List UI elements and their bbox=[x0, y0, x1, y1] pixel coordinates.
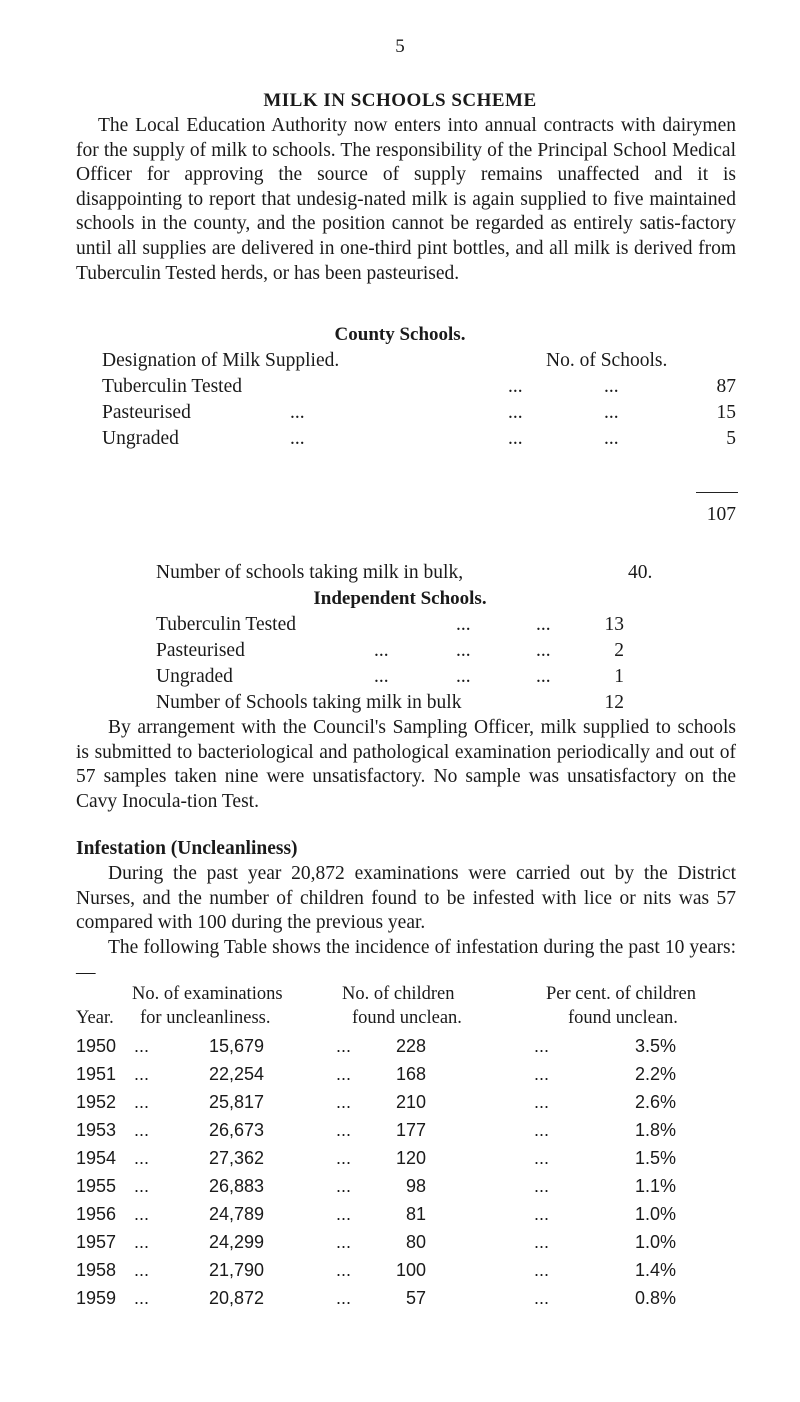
cell-year: 1953 bbox=[76, 1120, 117, 1140]
header-children-line2: found unclean. bbox=[352, 1008, 462, 1028]
leader-dots: ... bbox=[336, 1120, 352, 1140]
county-row-label: Tuberculin Tested bbox=[102, 376, 243, 397]
cell-exams: 25,817 bbox=[208, 1092, 264, 1112]
cell-exams: 27,362 bbox=[208, 1148, 264, 1168]
table-row bbox=[0, 1036, 800, 1064]
table-row bbox=[0, 1148, 800, 1176]
cell-children: 100 bbox=[395, 1260, 426, 1280]
cell-percent: 1.0% bbox=[634, 1204, 676, 1224]
leader-dots: ... bbox=[290, 402, 305, 423]
cell-children: 228 bbox=[395, 1036, 426, 1056]
cell-percent: 1.1% bbox=[634, 1176, 676, 1196]
cell-children: 81 bbox=[405, 1204, 426, 1224]
independent-row-label: Tuberculin Tested bbox=[156, 614, 297, 635]
leader-dots: ... bbox=[336, 1288, 352, 1308]
independent-bulk-label: Number of Schools taking milk in bulk bbox=[156, 692, 462, 713]
header-percent-line1: Per cent. of children bbox=[546, 984, 696, 1004]
leader-dots: ... bbox=[536, 614, 551, 635]
leader-dots: ... bbox=[134, 1204, 150, 1224]
leader-dots: ... bbox=[534, 1232, 550, 1252]
county-bulk-label: Number of schools taking milk in bulk, bbox=[156, 562, 464, 583]
cell-year: 1957 bbox=[76, 1232, 117, 1252]
leader-dots: ... bbox=[336, 1260, 352, 1280]
table-intro-paragraph: The following Table shows the incidence of infestation during the past 10 years:— bbox=[76, 937, 736, 983]
cell-exams: 24,299 bbox=[208, 1232, 264, 1252]
leader-dots: ... bbox=[134, 1176, 150, 1196]
cell-exams: 26,673 bbox=[208, 1120, 264, 1140]
table-row bbox=[0, 1064, 800, 1092]
cell-year: 1955 bbox=[76, 1176, 117, 1196]
cell-children: 168 bbox=[395, 1064, 426, 1084]
infestation-paragraph: During the past year 20,872 examinations were carried out by the District Nurses, and the number of children found to be infested with lice or nits was 57 compared with 100 during the previous year. bbox=[76, 863, 736, 934]
cell-year: 1951 bbox=[76, 1064, 117, 1084]
cell-children: 210 bbox=[395, 1092, 426, 1112]
leader-dots: ... bbox=[604, 376, 619, 397]
leader-dots: ... bbox=[534, 1120, 550, 1140]
independent-row-value: 1 bbox=[614, 666, 624, 687]
leader-dots: ... bbox=[536, 640, 551, 661]
leader-dots: ... bbox=[336, 1204, 352, 1224]
table-row bbox=[0, 1176, 800, 1204]
leader-dots: ... bbox=[336, 1064, 352, 1084]
leader-dots: ... bbox=[134, 1148, 150, 1168]
leader-dots: ... bbox=[336, 1036, 352, 1056]
leader-dots: ... bbox=[534, 1036, 550, 1056]
leader-dots: ... bbox=[534, 1176, 550, 1196]
page-title: MILK IN SCHOOLS SCHEME bbox=[263, 90, 537, 111]
cell-percent: 1.8% bbox=[634, 1120, 676, 1140]
leader-dots: ... bbox=[456, 640, 471, 661]
leader-dots: ... bbox=[336, 1176, 352, 1196]
leader-dots: ... bbox=[534, 1204, 550, 1224]
cell-children: 177 bbox=[395, 1120, 426, 1140]
cell-percent: 1.0% bbox=[634, 1232, 676, 1252]
leader-dots: ... bbox=[508, 428, 523, 449]
leader-dots: ... bbox=[336, 1232, 352, 1252]
cell-year: 1959 bbox=[76, 1288, 117, 1308]
table-row bbox=[0, 1288, 800, 1316]
intro-paragraph: The Local Education Authority now enters into annual contracts with dairymen for the supply of milk to schools. The responsibility of the Principal School Medical Officer for approving the source of supply remains unaffected and it is disappointing to report that undesig-nated milk is again supplied to five maintained schools in the county, and the position cannot be regarded as entirely satis-factory until all supplies are delivered in one-third pint bottles, and all milk is derived from Tuberculin Tested herds, or has been pasteurised. bbox=[76, 115, 736, 284]
county-row-label: Pasteurised bbox=[102, 402, 191, 423]
table-row bbox=[0, 1120, 800, 1148]
cell-year: 1950 bbox=[76, 1036, 117, 1056]
cell-children: 80 bbox=[405, 1232, 426, 1252]
cell-year: 1952 bbox=[76, 1092, 117, 1112]
leader-dots: ... bbox=[134, 1092, 150, 1112]
leader-dots: ... bbox=[134, 1288, 150, 1308]
cell-percent: 1.4% bbox=[634, 1260, 676, 1280]
header-percent-line2: found unclean. bbox=[568, 1008, 678, 1028]
leader-dots: ... bbox=[508, 376, 523, 397]
header-exams-line1: No. of examinations bbox=[132, 984, 283, 1004]
leader-dots: ... bbox=[604, 402, 619, 423]
leader-dots: ... bbox=[134, 1260, 150, 1280]
leader-dots: ... bbox=[534, 1148, 550, 1168]
leader-dots: ... bbox=[456, 666, 471, 687]
leader-dots: ... bbox=[534, 1260, 550, 1280]
leader-dots: ... bbox=[374, 640, 389, 661]
header-exams-line2: for uncleanliness. bbox=[140, 1008, 271, 1028]
county-bulk-value: 40. bbox=[628, 562, 653, 583]
county-total: 107 bbox=[706, 504, 736, 525]
table-row bbox=[0, 1232, 800, 1260]
leader-dots: ... bbox=[336, 1092, 352, 1112]
leader-dots: ... bbox=[134, 1232, 150, 1252]
leader-dots: ... bbox=[604, 428, 619, 449]
county-schools-heading: County Schools. bbox=[334, 324, 466, 345]
infestation-heading: Infestation (Uncleanliness) bbox=[76, 838, 298, 859]
county-row-value: 15 bbox=[716, 402, 736, 423]
leader-dots: ... bbox=[508, 402, 523, 423]
cell-percent: 3.5% bbox=[634, 1036, 676, 1056]
table-row bbox=[0, 1260, 800, 1288]
cell-children: 120 bbox=[395, 1148, 426, 1168]
leader-dots: ... bbox=[134, 1120, 150, 1140]
cell-children: 57 bbox=[405, 1288, 426, 1308]
county-row-value: 87 bbox=[716, 376, 736, 397]
county-row-label: Ungraded bbox=[102, 428, 179, 449]
total-rule bbox=[696, 492, 738, 493]
independent-schools-heading: Independent Schools. bbox=[313, 588, 487, 609]
header-children-line1: No. of children bbox=[342, 984, 455, 1004]
table-row bbox=[0, 1092, 800, 1120]
county-row-value: 5 bbox=[726, 428, 736, 449]
cell-exams: 20,872 bbox=[208, 1288, 264, 1308]
cell-exams: 15,679 bbox=[208, 1036, 264, 1056]
leader-dots: ... bbox=[336, 1148, 352, 1168]
table-row bbox=[0, 1204, 800, 1232]
leader-dots: ... bbox=[374, 666, 389, 687]
cell-percent: 2.6% bbox=[634, 1092, 676, 1112]
leader-dots: ... bbox=[134, 1064, 150, 1084]
leader-dots: ... bbox=[534, 1288, 550, 1308]
independent-row-value: 2 bbox=[614, 640, 624, 661]
leader-dots: ... bbox=[536, 666, 551, 687]
cell-exams: 26,883 bbox=[208, 1176, 264, 1196]
cell-year: 1954 bbox=[76, 1148, 117, 1168]
page-number: 5 bbox=[395, 36, 405, 57]
cell-year: 1956 bbox=[76, 1204, 117, 1224]
independent-row-label: Pasteurised bbox=[156, 640, 245, 661]
header-year: Year. bbox=[76, 1008, 114, 1028]
leader-dots: ... bbox=[456, 614, 471, 635]
cell-percent: 0.8% bbox=[634, 1288, 676, 1308]
county-col-schools-header: No. of Schools. bbox=[546, 350, 668, 371]
cell-year: 1958 bbox=[76, 1260, 117, 1280]
cell-children: 98 bbox=[405, 1176, 426, 1196]
leader-dots: ... bbox=[534, 1092, 550, 1112]
leader-dots: ... bbox=[290, 428, 305, 449]
independent-row-label: Ungraded bbox=[156, 666, 233, 687]
independent-bulk-value: 12 bbox=[604, 692, 624, 713]
cell-exams: 24,789 bbox=[208, 1204, 264, 1224]
cell-percent: 1.5% bbox=[634, 1148, 676, 1168]
cell-exams: 22,254 bbox=[208, 1064, 264, 1084]
county-col-designation-header: Designation of Milk Supplied. bbox=[102, 350, 340, 371]
independent-row-value: 13 bbox=[604, 614, 624, 635]
cell-percent: 2.2% bbox=[634, 1064, 676, 1084]
cell-exams: 21,790 bbox=[208, 1260, 264, 1280]
sampling-paragraph: By arrangement with the Council's Sampling Officer, milk supplied to schools is submitted to bacteriological and pathological examination periodically and out of 57 samples taken nine were unsatisfactory. No sample was unsatisfactory on the Cavy Inocula-tion Test. bbox=[76, 717, 736, 812]
leader-dots: ... bbox=[134, 1036, 150, 1056]
leader-dots: ... bbox=[534, 1064, 550, 1084]
